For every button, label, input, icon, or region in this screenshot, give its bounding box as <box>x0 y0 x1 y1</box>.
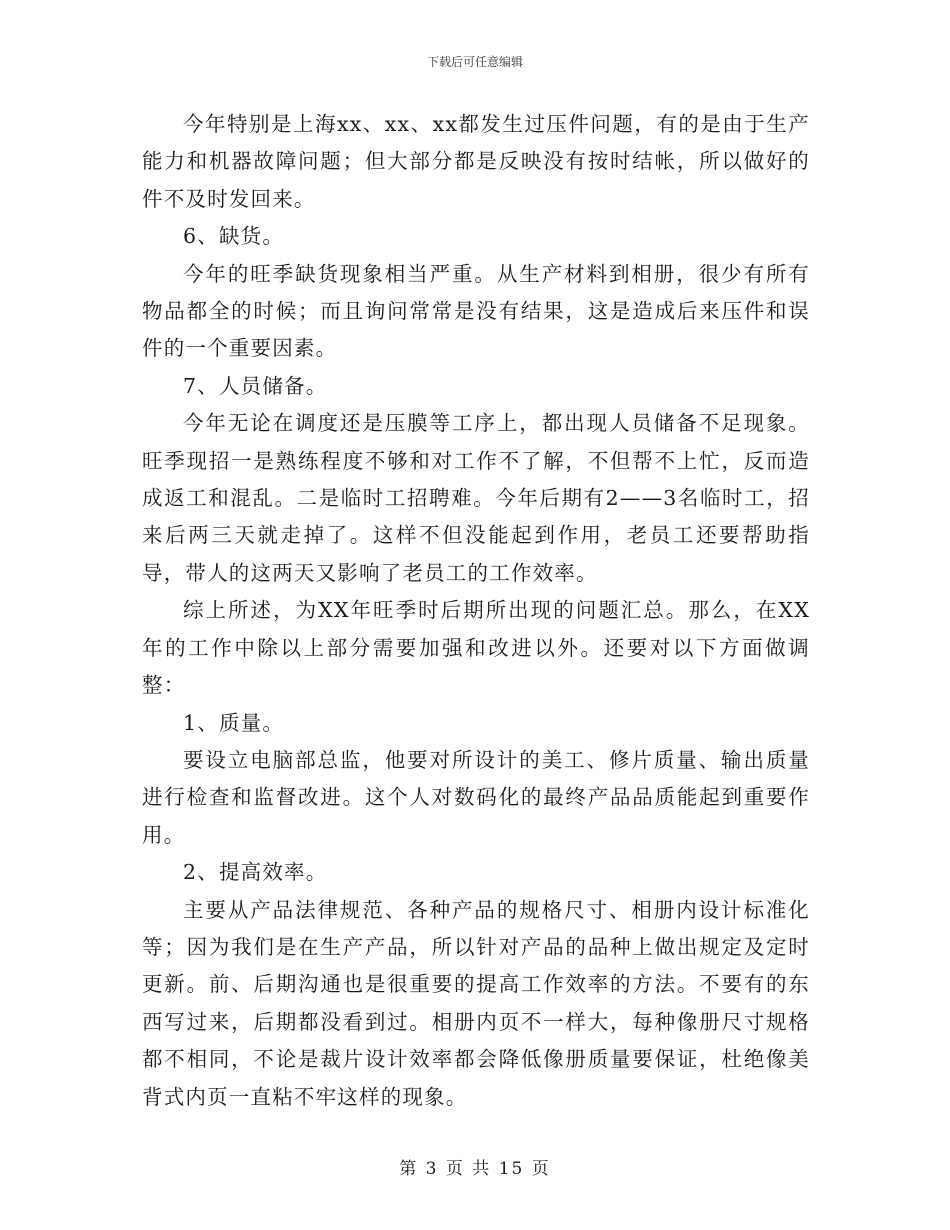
paragraph-press-issue: 今年特别是上海xx、xx、xx都发生过压件问题，有的是由于生产能力和机器故障问题；但大部分都是反映没有按时结帐，所以做好的件不及时发回来。 <box>142 112 810 211</box>
document-body <box>142 106 810 1116</box>
paragraph-shortage: 今年的旺季缺货现象相当严重。从生产材料到相册，很少有所有物品都全的时候；而且询问常常是没有结果，这是造成后来压件和误件的一个重要因素。 <box>142 261 810 361</box>
heading-shortage: 6、缺货。 <box>183 224 285 249</box>
page-header: 下载后可任意编辑 <box>426 55 523 69</box>
heading-quality: 1、质量。 <box>183 710 285 735</box>
heading-staff-reserve: 7、人员储备。 <box>183 373 328 398</box>
paragraph-quality: 要设立电脑部总监，他要对所设计的美工、修片质量、输出质量进行检查和监督改进。这个人对数码化的最终产品品质能起到重要作用。 <box>142 747 810 847</box>
paragraph-staff-reserve: 今年无论在调度还是压膜等工序上，都出现人员储备不足现象。旺季现招一是熟练程度不够和对工作不了解，不但帮不上忙，反而造成返工和混乱。二是临时工招聘难。今年后期有2——3名临时工，招来后两三天就走掉了。这样不但没能起到作用，老员工还要帮助指导，带人的这两天又影响了老员工的工作效率。 <box>142 411 810 585</box>
paragraph-summary: 综上所述，为XX年旺季时后期所出现的问题汇总。那么，在XX年的工作中除以上部分需要加强和改进以外。还要对以下方面做调整： <box>142 598 810 698</box>
page-number-footer: 第 3 页 共 15 页 <box>399 1159 551 1179</box>
paragraph-efficiency: 主要从产品法律规范、各种产品的规格尺寸、相册内设计标准化等；因为我们是在生产产品，所以针对产品的品种上做出规定及定时更新。前、后期沟通也是很重要的提高工作效率的方法。不要有的东西写过来，后期都没看到过。相册内页不一样大，每种像册尺寸规格都不相同，不论是裁片设计效率都会降低像册质量要保证，杜绝像美背式内页一直粘不牢这样的现象。 <box>142 897 810 1109</box>
heading-efficiency: 2、提高效率。 <box>183 860 328 885</box>
